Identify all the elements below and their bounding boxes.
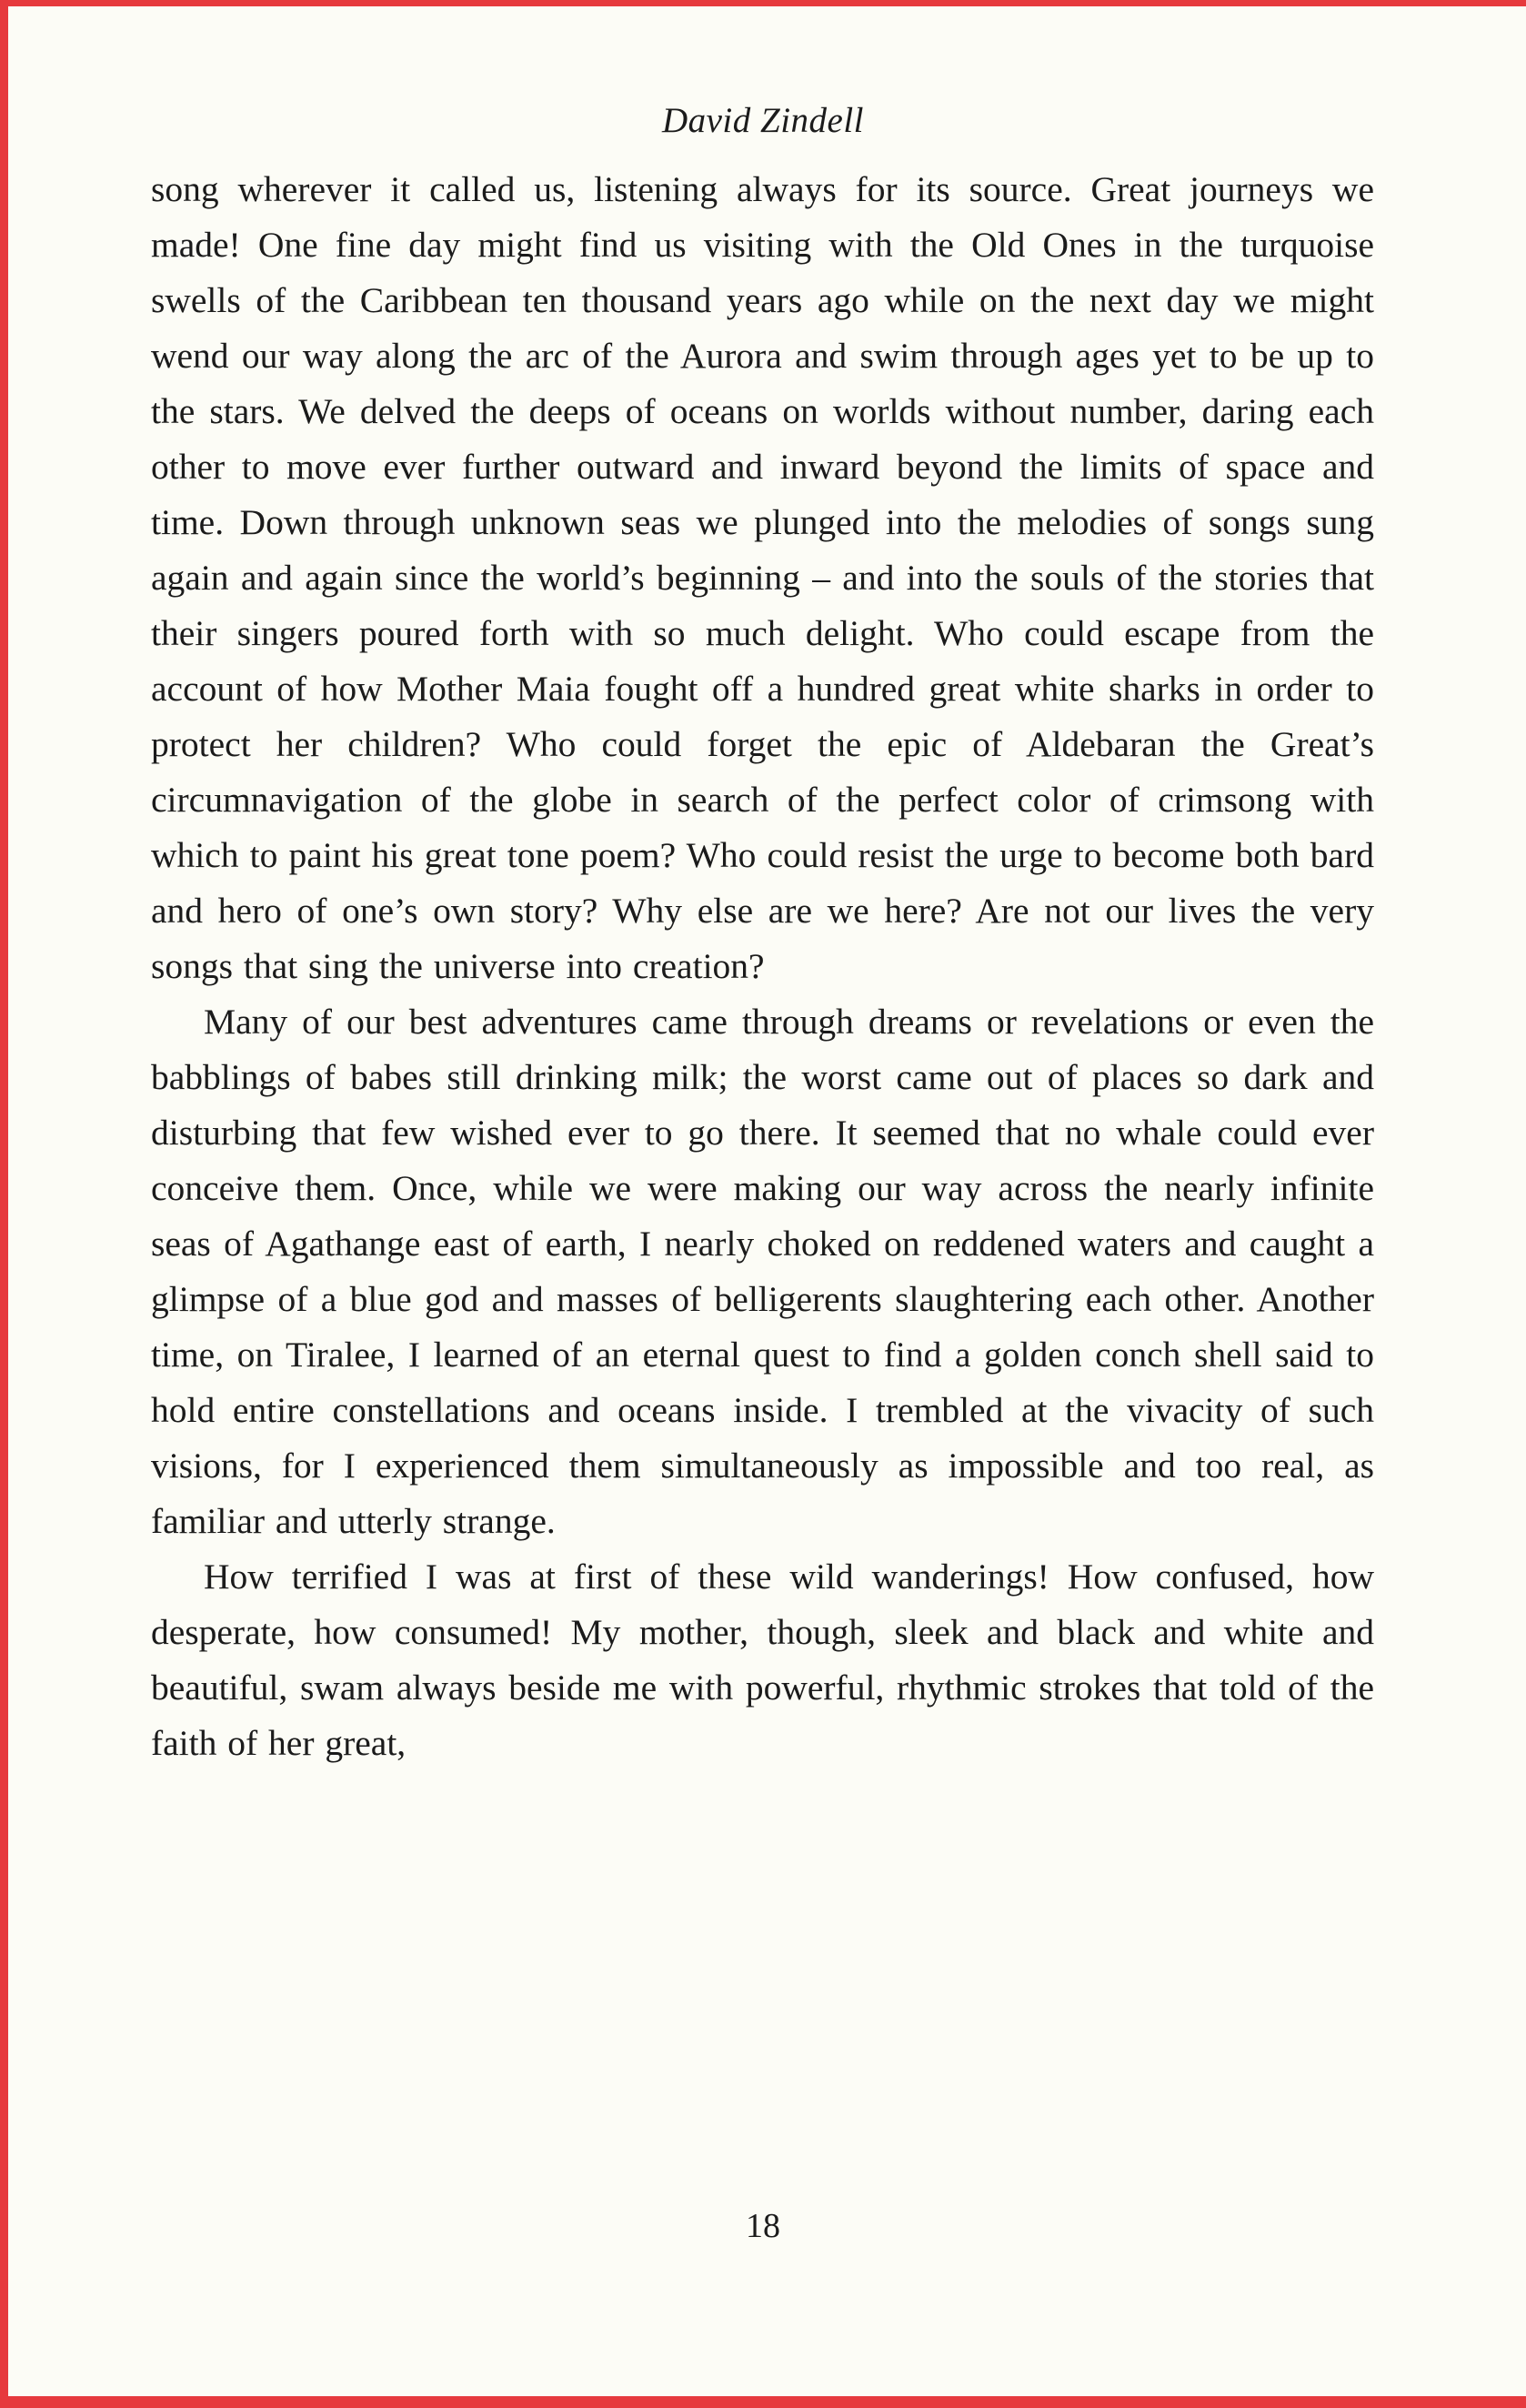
running-header-author: David Zindell <box>661 101 865 140</box>
scan-edge-top <box>0 0 1526 6</box>
body-text <box>151 162 1374 1771</box>
page-number: 18 <box>746 2207 780 2245</box>
scan-edge-left <box>0 0 8 2408</box>
paragraph: How terrified I was at first of these wild wanderings! How confused, how desperate, how consumed! My mother, though, sleek and black and white and beautiful, swam always beside me with powerful, rhythmic strokes that told of the faith of her great, <box>151 1557 1374 1763</box>
scan-edge-bottom <box>0 2396 1526 2408</box>
paragraph: Many of our best adventures came through dreams or revelations or even the babblings of babes still drinking milk; the worst came out of places so dark and disturbing that few wished ever to go there. It seemed that no whale could ever conceive them. Once, while we were making our way across the nearly infinite seas of Agathange east of earth, I nearly choked on reddened waters and caught a glimpse of a blue god and masses of belligerents slaughtering each other. Another time, on Tiralee, I learned of an eternal quest to find a golden conch shell said to hold entire constellations and oceans inside. I trembled at the vivacity of such visions, for I experienced them simultaneously as impossible and too real, as familiar and utterly strange. <box>151 1002 1374 1541</box>
paragraph: song wherever it called us, listening always for its source. Great journeys we made! One fine day might find us visiting with the Old Ones in the turquoise swells of the Caribbean ten thousand years ago while on the next day we might wend our way along the arc of the Aurora and swim through ages yet to be up to the stars. We delved the deeps of oceans on worlds without number, daring each other to move ever further outward and inward beyond the limits of space and time. Down through unknown seas we plunged into the melodies of songs sung again and again since the world’s beginning – and into the souls of the stories that their singers poured forth with so much delight. Who could escape from the account of how Mother Maia fought off a hundred great white sharks in order to protect her children? Who could forget the epic of Aldebaran the Great’s circumnavigation of the globe in search of the perfect color of crimsong with which to paint his great tone poem? Who could resist the urge to become both bard and hero of one’s own story? Why else are we here? Are not our lives the very songs that sing the universe into creation? <box>151 169 1374 986</box>
